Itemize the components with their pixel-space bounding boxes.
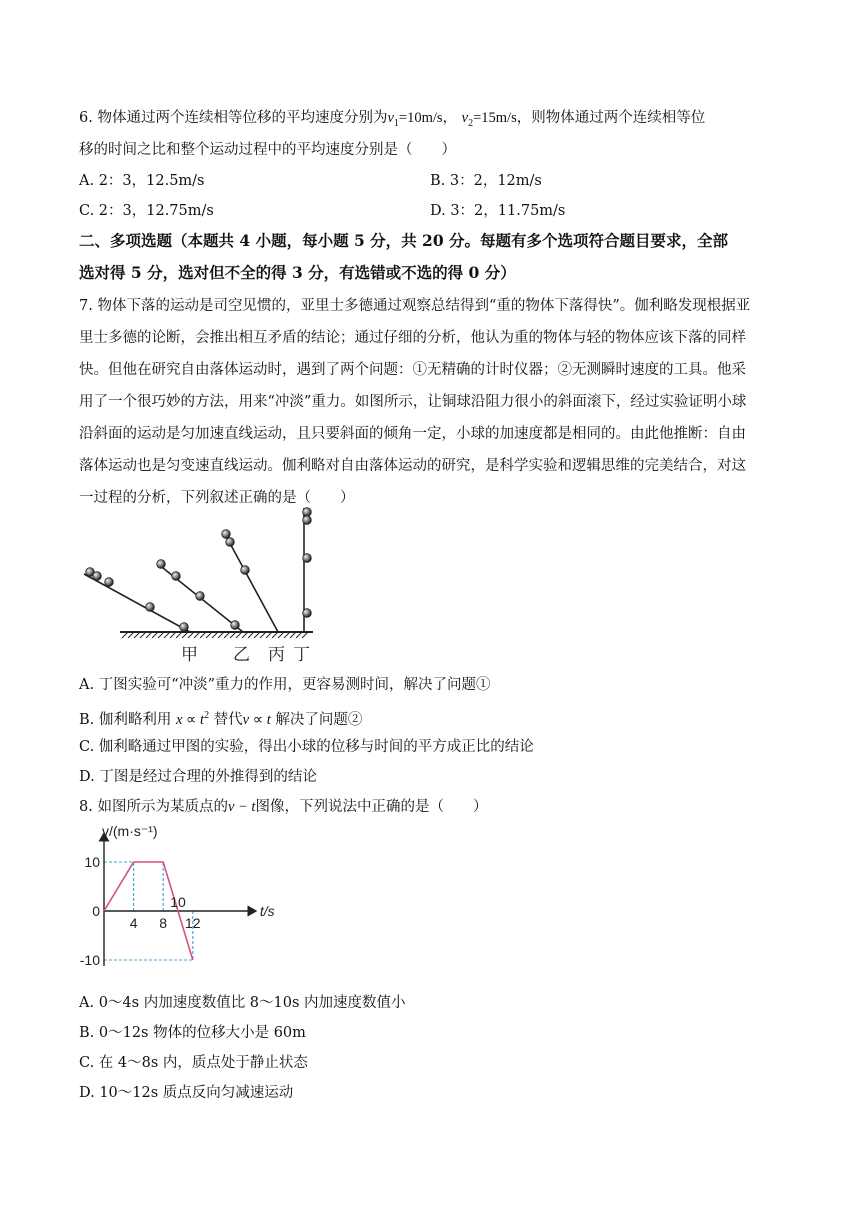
q7-option-b-v: v xyxy=(242,711,250,728)
ball xyxy=(93,572,102,581)
ball xyxy=(303,609,312,618)
q6-stem-line2: 移的时间之比和整个运动过程中的平均速度分别是（ ） xyxy=(79,142,456,158)
x-axis-label: t/s xyxy=(259,903,275,919)
q6-v1-value: =10m/s， xyxy=(398,110,458,126)
q7-option-c: C. 伽利略通过甲图的实验，得出小球的位移与时间的平方成正比的结论 xyxy=(79,739,534,755)
q6-v2-sub: 2 xyxy=(468,117,474,129)
q6-v1-sub: 1 xyxy=(393,117,399,129)
q8-stem-vt: v − t xyxy=(227,799,256,815)
label-yi: 乙 xyxy=(233,645,250,664)
q8-stem xyxy=(79,797,487,817)
q6-stem-line1 xyxy=(79,108,705,134)
q6-v1-symbol: v xyxy=(387,110,394,126)
y-axis-label: v/(m·s⁻¹) xyxy=(102,823,158,839)
ball xyxy=(222,530,231,539)
q7-option-b: B. 伽利略利用 $x \propto t^2$ 替代v ∝ t 解决了问题② xyxy=(79,710,363,728)
q6-stem-pre: 6. 物体通过两个连续相等位移的平均速度分别为 xyxy=(79,110,388,126)
q7-stem-line: 沿斜面的运动是匀加速直线运动，且只要斜面的倾角一定，小球的加速度都是相同的。由此他推断：自由 xyxy=(79,426,746,442)
y-tick-label: -10 xyxy=(79,952,100,968)
ball xyxy=(157,560,166,569)
ball xyxy=(172,572,181,581)
q7-option-b-mid: 替代 xyxy=(213,711,243,728)
q7-stem-line: 快。但他在研究自由落体运动时，遇到了两个问题：①无精确的计时仪器；②无测瞬时速度的工具。他采 xyxy=(79,362,746,378)
q8-option-b: B. 0～12s 物体的位移大小是 60m xyxy=(79,1025,306,1041)
q7-option-d: D. 丁图是经过合理的外推得到的结论 xyxy=(79,769,317,785)
section2-heading-line1: 二、多项选题（本题共 4 小题，每小题 5 分，共 20 分。每题有多个选项符合题目要求，全部 xyxy=(79,231,729,250)
incline-jia xyxy=(84,574,190,632)
label-jia: 甲 xyxy=(181,645,198,664)
q7-option-a: A. 丁图实验可“冲淡”重力的作用，更容易测时间，解决了问题① xyxy=(79,677,491,693)
x-tick-label: 12 xyxy=(185,915,201,931)
ball xyxy=(105,578,114,587)
ball xyxy=(303,516,312,525)
q7-option-b-post: 解决了问题② xyxy=(275,711,363,728)
q7-option-b-t: t xyxy=(200,711,205,728)
q6-option-b: B. 3：2，12m/s xyxy=(430,173,542,189)
ball xyxy=(196,592,205,601)
q6-option-c: C. 2：3，12.75m/s xyxy=(79,203,214,219)
x-tick-label: 8 xyxy=(159,915,168,931)
ball xyxy=(180,623,189,632)
q7-stem-line: 里士多德的论断，会推出相互矛盾的结论；通过仔细的分析，他认为重的物体与轻的物体应该下落的同样 xyxy=(79,330,746,346)
q7-option-b-sup: 2 xyxy=(204,710,210,721)
q8-option-d: D. 10～12s 质点反向匀减速运动 xyxy=(79,1085,294,1101)
y-tick-label: 10 xyxy=(84,854,100,870)
label-bing: 丙 xyxy=(268,645,285,664)
q6-v2-value: =15m/s， xyxy=(473,110,532,126)
q8-option-a: A. 0～4s 内加速度数值比 8～10s 内加速度数值小 xyxy=(79,995,406,1011)
q7-option-b-t2: t xyxy=(266,711,271,728)
q8-option-c: C. 在 4～8s 内，质点处于静止状态 xyxy=(79,1055,308,1071)
q6-stem-post: 则物体通过两个连续相等位 xyxy=(531,110,706,126)
section2-heading-line2: 选对得 5 分，选对但不全的得 3 分，有选错或不选的得 0 分） xyxy=(79,263,516,282)
x-tick-label: 4 xyxy=(129,915,138,931)
q7-option-b-pre: B. 伽利略利用 xyxy=(79,711,172,728)
q7-stem-line: 7. 物体下落的运动是司空见惯的，亚里士多德通过观察总结得到“重的物体下落得快”。伽利略发现根据亚 xyxy=(79,298,751,314)
y-tick-label: 0 xyxy=(92,903,100,919)
q8-stem-pre: 8. 如图所示为某质点的 xyxy=(79,799,228,815)
q6-option-d: D. 3：2，11.75m/s xyxy=(430,203,566,219)
label-ding: 丁 xyxy=(293,645,310,664)
q6-v2-symbol: v xyxy=(461,110,469,126)
incline-bing xyxy=(226,536,278,632)
x-tick-label: 10 xyxy=(170,894,186,910)
ball xyxy=(303,508,312,517)
ball xyxy=(146,603,155,612)
ball xyxy=(231,621,240,630)
q7-option-b-x: x xyxy=(175,711,183,728)
ball xyxy=(226,538,235,547)
q7-stem-line: 用了一个很巧妙的方法，用来“冲淡”重力。如图所示，让铜球沿阻力很小的斜面滚下，经过实验证明小球 xyxy=(79,394,747,410)
q8-stem-post: 图像，下列说法中正确的是（ ） xyxy=(255,799,488,815)
ball xyxy=(241,566,250,575)
ball xyxy=(303,554,312,563)
vt-chart xyxy=(78,820,278,980)
q6-option-a: A. 2：3，12.5m/s xyxy=(79,173,205,189)
q7-stem-line: 落体运动也是匀变速直线运动。伽利略对自由落体运动的研究，是科学实验和逻辑思维的完美结合，对这 xyxy=(79,458,746,474)
galileo-inclines-figure xyxy=(78,500,328,670)
q7-stem-line: 一过程的分析，下列叙述正确的是（ ） xyxy=(79,490,355,506)
